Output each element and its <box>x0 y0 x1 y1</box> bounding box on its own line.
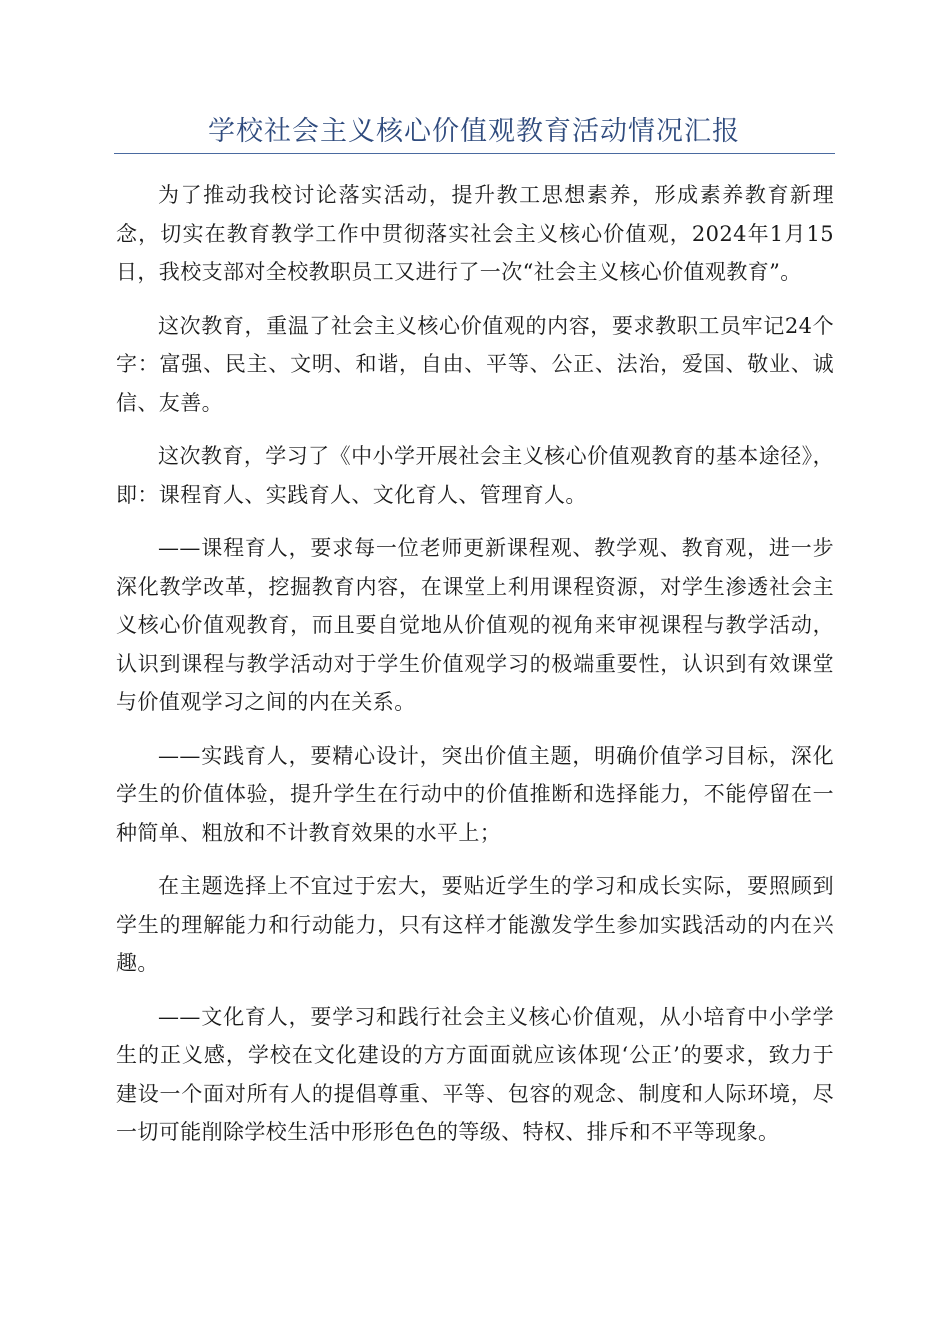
paragraph-core-values: 这次教育，重温了社会主义核心价值观的内容，要求教职工员牢记24个字：富强、民主、文明、和谐，自由、平等、公正、法治，爱国、敬业、诚信、友善。 <box>116 313 834 415</box>
title-underline <box>114 153 835 154</box>
paragraph-curriculum-education: ——课程育人，要求每一位老师更新课程观、教学观、教育观，进一步深化教学改革，挖掘教育内容，在课堂上利用课程资源，对学生渗透社会主义核心价值观教育，而且要自觉地从价值观的视角来审视课程与教学活动，认识到课程与教学活动对于学生价值观学习的极端重要性，认识到有效课堂与价值观学习之间的内在关系。 <box>116 536 834 714</box>
paragraph-intro: 为了推动我校讨论落实活动，提升教工思想素养，形成素养教育新理念，切实在教育教学工作中贯彻落实社会主义核心价值观，2024年1月15日，我校支部对全校教职员工又进行了一次“社会主义核心价值观教育”。 <box>116 183 834 284</box>
document-body <box>116 176 834 1167</box>
paragraph-basic-approaches: 这次教育，学习了《中小学开展社会主义核心价值观教育的基本途径》，即：课程育人、实践育人、文化育人、管理育人。 <box>116 444 834 507</box>
document-title: 学校社会主义核心价值观教育活动情况汇报 <box>208 116 740 147</box>
paragraph-theme-selection: 在主题选择上不宜过于宏大，要贴近学生的学习和成长实际，要照顾到学生的理解能力和行动能力，只有这样才能激发学生参加实践活动的内在兴趣。 <box>116 874 834 975</box>
paragraph-practice-education: ——实践育人，要精心设计，突出价值主题，明确价值学习目标，深化学生的价值体验，提升学生在行动中的价值推断和选择能力，不能停留在一种简单、粗放和不计教育效果的水平上； <box>116 743 834 845</box>
paragraph-culture-education: ——文化育人，要学习和践行社会主义核心价值观，从小培育中小学学生的正义感，学校在文化建设的方方面面就应该体现‘公正’的要求，致力于建设一个面对所有人的提倡尊重、平等、包容的观念、制度和人际环境，尽一切可能削除学校生活中形形色色的等级、特权、排斥和不平等现象。 <box>116 1004 834 1144</box>
